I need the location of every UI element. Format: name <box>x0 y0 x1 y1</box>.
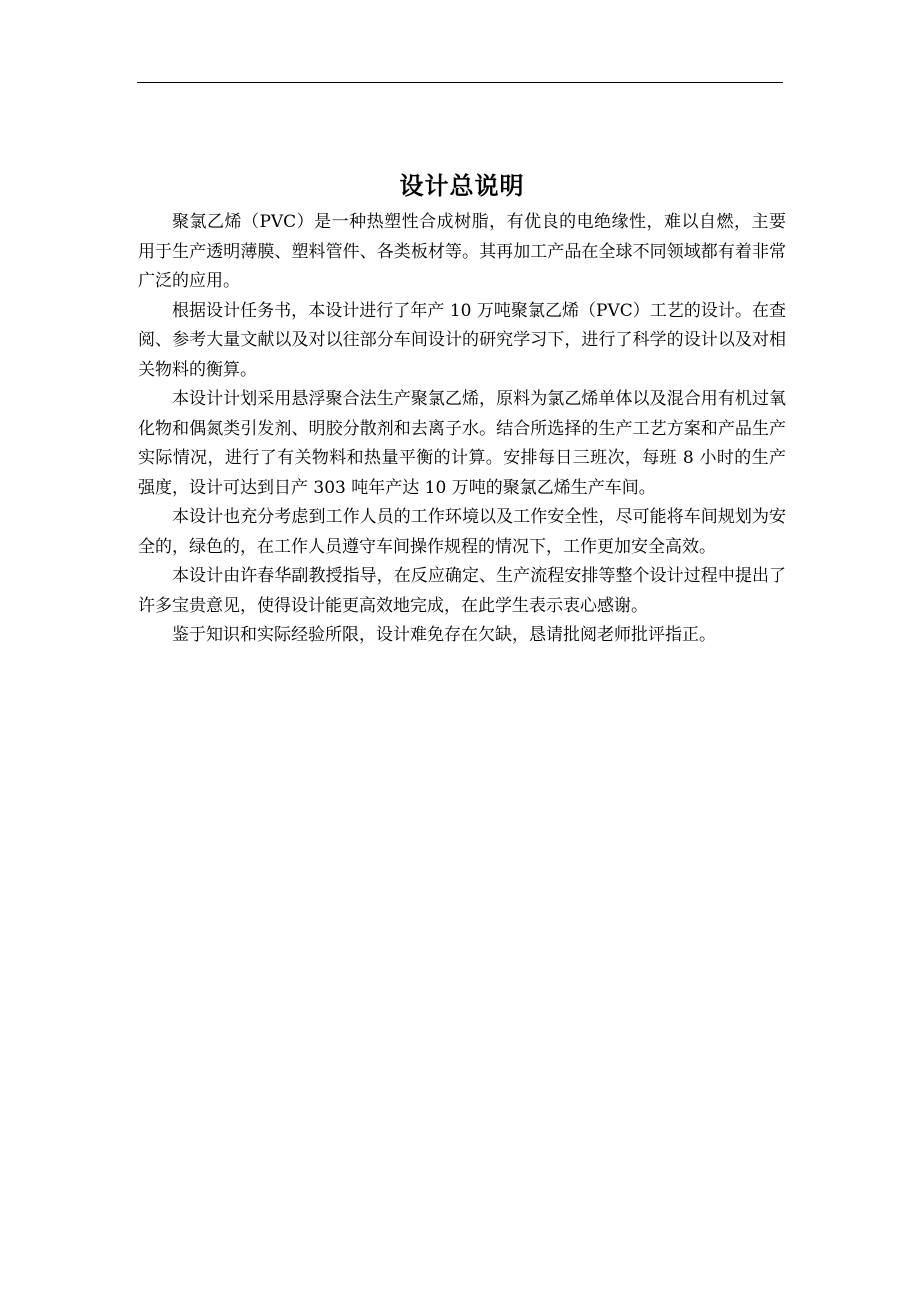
paragraph-design-task: 根据设计任务书，本设计进行了年产 10 万吨聚氯乙烯（PVC）工艺的设计。在查阅、参考大量文献以及对以往部分车间设计的研究学习下，进行了科学的设计以及对相关物料的衡算。 <box>138 300 786 380</box>
document-body <box>138 168 786 651</box>
header-rule <box>137 82 783 83</box>
paragraph-safety: 本设计也充分考虑到工作人员的工作环境以及工作安全性，尽可能将车间规划为安全的，绿色的，在工作人员遵守车间操作规程的情况下，工作更加安全高效。 <box>138 507 786 557</box>
paragraph-intro: 聚氯乙烯（PVC）是一种热塑性合成树脂，有优良的电绝缘性，难以自燃，主要用于生产透明薄膜、塑料管件、各类板材等。其再加工产品在全球不同领域都有着非常广泛的应用。 <box>138 212 786 291</box>
paragraph-process-plan: 本设计计划采用悬浮聚合法生产聚氯乙烯，原料为氯乙烯单体以及混合用有机过氧化物和偶氮类引发剂、明胶分散剂和去离子水。结合所选择的生产工艺方案和产品生产实际情况，进行了有关物料和热量平衡的计算。安排每日三班次，每班 8 小时的生产强度，设计可达到日产 303 吨年产达 10 万吨的聚氯乙烯生产车间。 <box>138 389 786 498</box>
document-title: 设计总说明 <box>399 172 525 200</box>
paragraph-closing: 鉴于知识和实际经验所限，设计难免存在欠缺，恳请批阅老师批评指正。 <box>172 625 716 645</box>
paragraph-acknowledgement: 本设计由许春华副教授指导，在反应确定、生产流程安排等整个设计过程中提出了许多宝贵意见，使得设计能更高效地完成，在此学生表示衷心感谢。 <box>138 566 786 616</box>
